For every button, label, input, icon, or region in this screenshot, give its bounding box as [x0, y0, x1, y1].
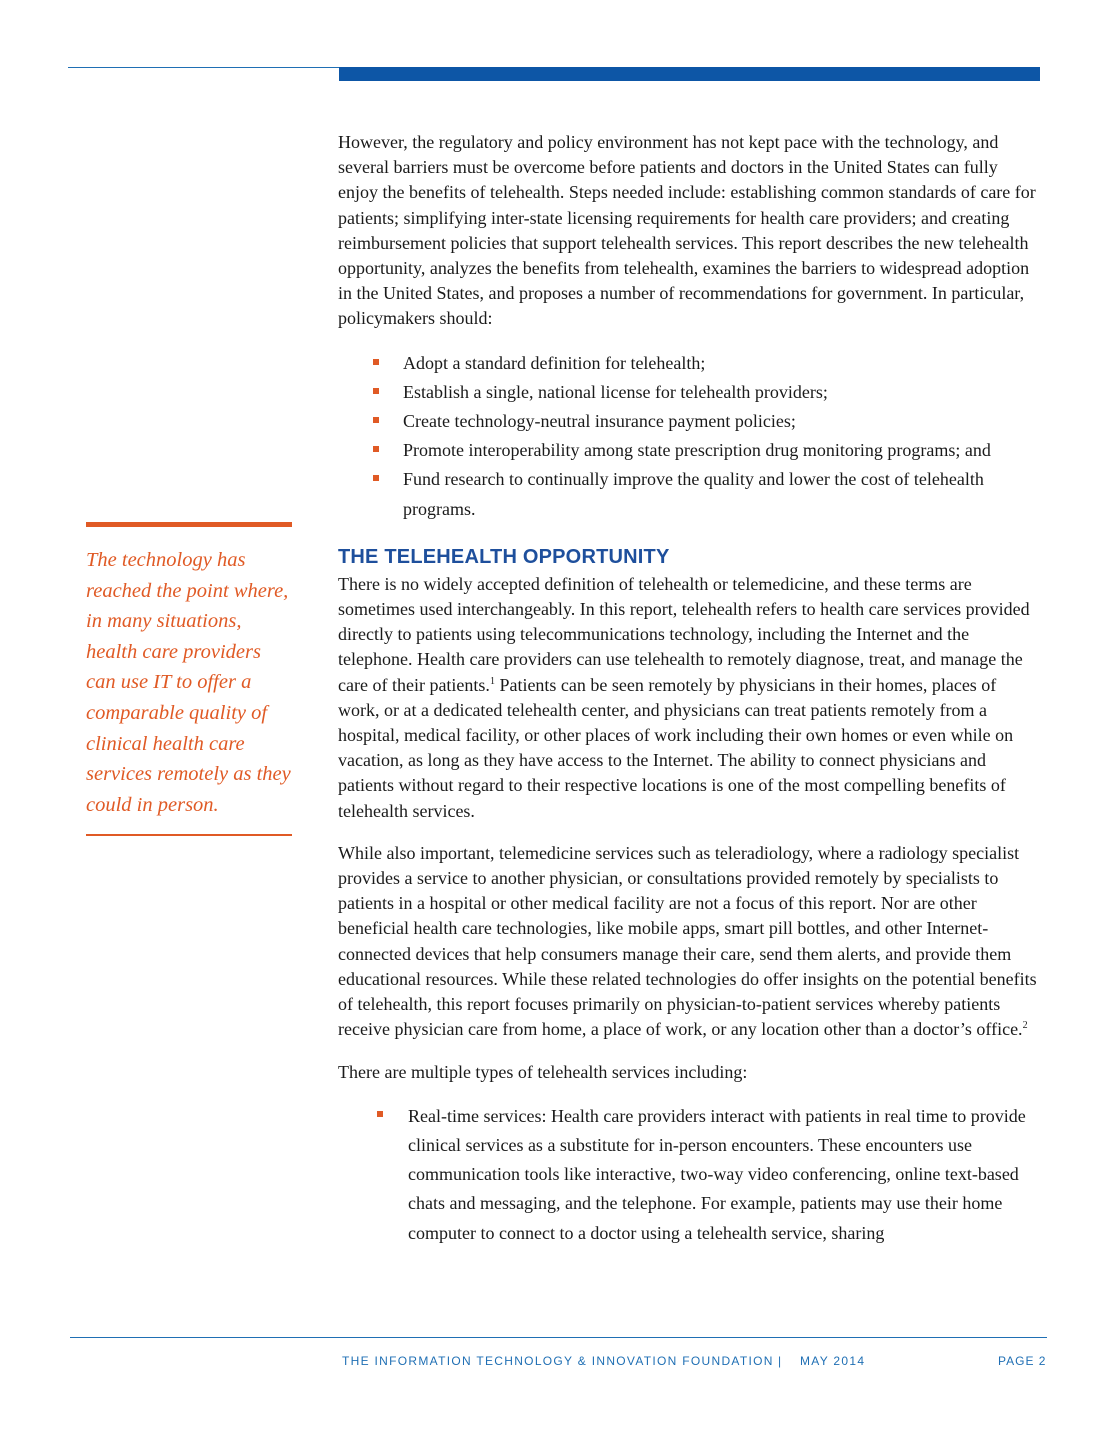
- list-item: [338, 465, 1040, 523]
- list-item: [338, 407, 1040, 436]
- list-item-text: Fund research to continually improve the quality and lower the cost of telehealth programs.: [403, 469, 984, 519]
- list-item: [338, 378, 1040, 407]
- paragraph-text: Patients can be seen remotely by physicians in their homes, places of work, or at a dedicated telehealth center, and physicians can treat patients remotely from a hospital, medical facility, or other places of work including their own homes or even while on vacation, as long as they have access to the Internet. The ability to connect physicians and patients without regard to their respective locations is one of the most compelling benefits of telehealth services.: [338, 674, 1014, 821]
- pull-quote-rule-top: [86, 522, 292, 527]
- list-item: [338, 436, 1040, 465]
- list-item: [338, 349, 1040, 378]
- square-bullet-icon: [373, 388, 379, 394]
- list-item-text: Real-time services: Health care providers interact with patients in real time to provide clinical services as a substitute for in-person encounters. These encounters use communication tools like interactive, two-way video conferencing, online text-based chats and messaging, and the telephone. For example, patients may use their home computer to connect to a doctor using a telehealth service, sharing: [408, 1105, 1026, 1243]
- main-column: [338, 130, 1040, 1248]
- footer-separator: |: [778, 1354, 783, 1368]
- section-heading: THE TELEHEALTH OPPORTUNITY: [338, 545, 670, 568]
- footer-organization: THE INFORMATION TECHNOLOGY & INNOVATION FOUNDATION: [342, 1354, 774, 1368]
- types-intro-paragraph: There are multiple types of telehealth services including:: [338, 1061, 748, 1082]
- service-types-list: [338, 1102, 1040, 1248]
- square-bullet-icon: [373, 417, 379, 423]
- list-item: [338, 1102, 1040, 1248]
- square-bullet-icon: [373, 475, 379, 481]
- recommendations-list: [338, 349, 1040, 524]
- list-item-text: Establish a single, national license for telehealth providers;: [403, 381, 828, 402]
- paragraph-text: While also important, telemedicine services such as teleradiology, where a radiology specialist provides a service to another physician, or consultations provided remotely by specialists to patients in a hospital or other medical facility are not a focus of this report. Nor are other beneficial health care technologies, like mobile apps, smart pill bottles, and other Internet-connected devices that help consumers manage their care, send them alerts, and provide them educational resources. While these related technologies do offer insights on the potential benefits of telehealth, this report focuses primarily on physician-to-patient services whereby patients receive physician care from home, a place of work, or any location other than a doctor’s office.: [338, 842, 1037, 1040]
- pull-quote-rule-bottom: [86, 834, 292, 836]
- paragraph-text: There is no widely accepted definition of telehealth or telemedicine, and these terms are sometimes used interchangeably. In this report, telehealth refers to health care services provided directly to patients using telecommunications technology, including the Internet and the telephone. Health care providers can use telehealth to remotely diagnose, treat, and manage the care of their patients.: [338, 573, 1030, 695]
- pull-quote-text: The technology has reached the point where, in many situations, health care providers can use IT to offer a comparable quality of clinical health care services remotely as they could in person.: [86, 549, 291, 816]
- footnote-marker: 2: [1022, 1020, 1028, 1032]
- pull-quote: [86, 522, 292, 836]
- square-bullet-icon: [373, 446, 379, 452]
- square-bullet-icon: [373, 359, 379, 365]
- header-rule-thin: [68, 67, 340, 68]
- footer-rule: [70, 1337, 1047, 1338]
- footer-page-number: PAGE 2: [998, 1354, 1047, 1368]
- definition-paragraph: [338, 572, 1040, 824]
- list-item-text: Adopt a standard definition for telehealth;: [403, 352, 706, 373]
- list-item-text: Create technology-neutral insurance payment policies;: [403, 411, 796, 432]
- square-bullet-icon: [377, 1111, 383, 1117]
- list-item-text: Promote interoperability among state prescription drug monitoring programs; and: [403, 440, 991, 461]
- footer-date: MAY 2014: [800, 1354, 866, 1368]
- footnote-marker: 1: [489, 675, 495, 687]
- intro-paragraph: However, the regulatory and policy environment has not kept pace with the technology, and several barriers must be overcome before patients and doctors in the United States can fully enjoy the benefits of telehealth. Steps needed include: establishing common standards of care for patients; simplifying inter-state licensing requirements for health care providers; and creating reimbursement policies that support telehealth services. This report describes the new telehealth opportunity, analyzes the benefits from telehealth, examines the barriers to widespread adoption in the United States, and proposes a number of recommendations for government. In particular, policymakers should:: [338, 132, 1036, 329]
- scope-paragraph: [338, 841, 1040, 1043]
- header-rule-bar: [339, 67, 1040, 81]
